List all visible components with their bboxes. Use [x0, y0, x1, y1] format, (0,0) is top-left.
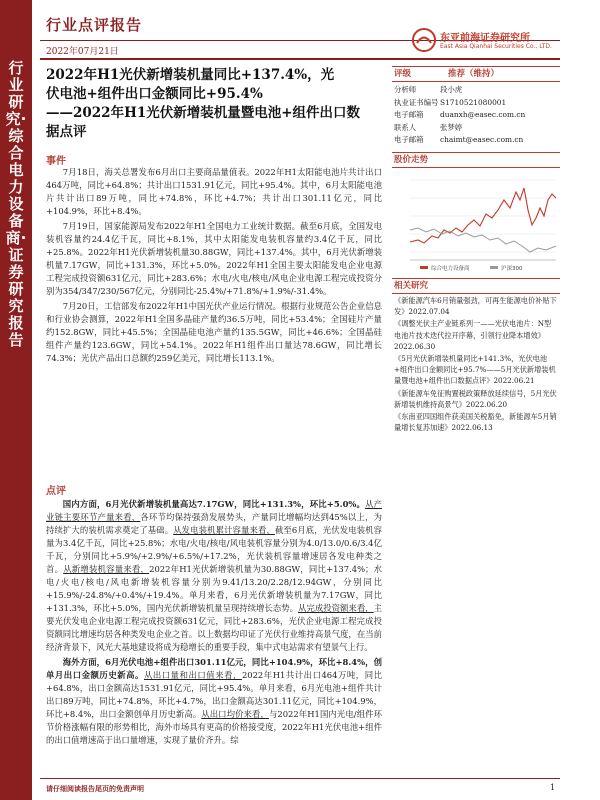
- analyst-row: [394, 122, 560, 135]
- para-4-text4: 主要光伏发电企业电源工程完成投资额631亿元，同比+283.6%，光伏企业电源工程完成投资额同比增速均居各种类发电企业之首。以上数据均印证了光伏行业维持高景气度，在当前经济背景下，风光大基地建设将成为稳增长的重要手段，集中式电站需求有望景气上行。: [46, 603, 383, 652]
- perf-title: 股价走势: [394, 155, 429, 165]
- section-comment: 点评: [46, 486, 66, 497]
- analyst-row: [394, 134, 560, 147]
- series-hs300: [410, 228, 556, 252]
- related-item[interactable]: 《东南亚四国组件获美国关税豁免，新能源车5月销量增长复苏加速》2022.06.13: [394, 412, 557, 433]
- para-4-text3: 2022年H1光伏新增装机量为30.88GW，同比+137.4%；水电/火电/核电/风电新增装机容量分别为9.41/13.20/2.28/12.94GW，分别同比+15.9%/-24.8%/+0.4%/+19.4%。单月来看，6月光伏新增装机量为7.17GW，同比+131.3%，环比+5.0%，国内光伏新增装机量呈现持续增长态势。: [46, 564, 383, 613]
- analyst-value: 段小虎: [440, 85, 463, 94]
- para-1: 7月18日，海关总署发布6月出口主要商品量值表。2022年H1太阳能电池片共计出口464万吨，同比+64.8%；共计出口1531.91亿元，同比+95.4%。其中，6月太阳能电池片共计出口89万吨，同比+74.8%，环比+4.7%；共计出口301.11亿元，同比+104.9%，环比+8.4%。: [46, 167, 382, 216]
- analyst-key: 联系人: [394, 122, 417, 132]
- header-divider-thick: [40, 58, 560, 60]
- logo-en: East Asia Qianhai Securities Co., LTD.: [440, 43, 552, 50]
- para-4-text1: 各环节均保持强劲发展势头，产量同比增幅均达到45%以上，为持续扩大的装机需求奠定了基础。: [46, 512, 382, 535]
- analyst-value: chaimt@easec.com.cn: [440, 135, 524, 144]
- related-title: 相关研究: [394, 281, 429, 291]
- analyst-key: 分析师: [394, 85, 417, 94]
- para-5: [46, 656, 382, 747]
- title-line4: 据点评: [46, 124, 87, 140]
- rating-label: 评级: [394, 69, 412, 79]
- analyst-value: duanxh@easec.com.cn: [440, 110, 526, 119]
- page-number: 1: [550, 783, 556, 792]
- para-4-sub4: 从完成投资额来看，: [298, 603, 374, 613]
- para-4-sub2: 从发电装机累计容量来看，: [173, 525, 275, 535]
- sidebar-band: [0, 0, 32, 800]
- analyst-key: 电子邮箱: [394, 135, 424, 144]
- sidebar-text: 行业研究·综合电力设备商·证券研究报告: [5, 59, 27, 349]
- para-5-text1: 2022年H1共计出口464万吨，同比+64.8%，出口金额高达1531.91亿元，同比+95.4%。单月来看，6月光电池+组件共计出口89万吨，同比+74.8%，环比+4.7%，出口金额高达301.11亿元，同比+104.9%，环比+8.4%，出口金额创单月历史新高。: [46, 670, 382, 719]
- para-5-sub2: 从出口均价来看，: [201, 709, 269, 719]
- related-item[interactable]: 《调整光伏主产业链系列一——光伏电池片：N型电池片技术迭代拉开序幕，引领行业降本增效》2022.06.30: [394, 319, 552, 351]
- analyst-block: [394, 84, 560, 147]
- para-4: [46, 498, 382, 654]
- footer-divider: [40, 778, 560, 779]
- para-4-lead: 国内方面，6月光伏新增装机量高达7.17GW，同比+131.3%，环比+5.0%。: [62, 499, 366, 509]
- para-2: 7月19日，国家能源局发布2022年H1全国电力工业统计数据。截至6月底，全国发电装机容量约24.4亿千瓦，同比+8.1%，其中太阳能发电装机容量约3.4亿千瓦，同比+25.8%。2022年H1光伏新增装机量30.88GW，同比+137.4%。其中，6月光伏新增装机量7.17GW，同比+131.3%，环比+5.0%。2022年H1全国主要太阳能发电企业电源工程完成投资额631亿元，同比+283.6%；水电/火电/核电/风电企业电源工程完成投资分别为354/347/230/567亿元，分别同比-25.4%/+71.8%/+1.9%/-31.4%。: [46, 221, 382, 296]
- related-item[interactable]: 《新能源汽车6月销量强劲，可再生能源电价补贴下发》2022.07.04: [394, 296, 557, 317]
- analyst-value: S1710521080001: [440, 97, 507, 107]
- logo-icon: [410, 26, 438, 54]
- stock-chart: [394, 170, 560, 275]
- para-4-sub3: 从新增装机容量来看，: [63, 564, 150, 574]
- analyst-row: [394, 109, 560, 122]
- para-5-lead: 海外方面，6月光伏电池+组件出口301.11亿元，同比+104.9%，环比+8.4%，创单月出口金额历史新高。: [46, 657, 382, 680]
- analyst-row: [394, 84, 560, 97]
- report-date: 2022年07月21日: [46, 47, 119, 57]
- comment-body: [46, 498, 382, 747]
- legend-industry-swatch: [420, 266, 428, 269]
- footer-disclaimer: 请仔细阅读报告尾页的免责声明: [46, 784, 144, 793]
- para-3: 7月20日，工信部发布2022年H1中国光伏产业运行情况。根据行业规范公告企业信息和行业协会测算，2022年H1全国多晶硅产量约36.5万吨，同比+53.4%；全国硅片产量约152.8GW，同比+45.5%；全国晶硅电池产量约135.5GW，同比+46.6%；全国晶硅组件产量约123.6GW，同比+54.1%。2022年H1组件出口量达78.6GW，同比增长74.3%；光伏产品出口总额约259亿美元，同比增长113.1%。: [46, 301, 382, 363]
- analyst-key: 电子邮箱: [394, 110, 424, 119]
- para-4-sub1: 从产业链主要环节产量来看，: [46, 499, 383, 522]
- related-list: [394, 295, 558, 434]
- para-5-sub1: 从出口量和出口值来看，: [143, 670, 242, 680]
- analyst-key: 执业证书编号: [394, 97, 439, 107]
- related-item[interactable]: 《新能源车免征购置税政策释放延续信号，5月光伏新增装机维持高景气》2022.06.20: [394, 388, 557, 409]
- title-line3: ——2022年H1光伏新增装机量暨电池+组件出口数: [46, 105, 361, 121]
- report-type: 行业点评报告: [46, 16, 143, 34]
- chart-gridlines: [410, 180, 556, 252]
- series-industry: [410, 188, 556, 243]
- title-line1: 2022年H1光伏新增装机量同比+137.4%，光: [46, 67, 335, 83]
- analyst-value: 张梦婷: [440, 122, 463, 132]
- title-line2: 伏电池+组件出口金额同比+95.4%: [46, 86, 263, 102]
- related-item[interactable]: 《5月光伏新增装机量同比+141.3%，光伏电池+组件出口金额同比+95.7%——5月光伏新增装机量暨电池+组件出口数据点评》2022.06.21: [394, 354, 556, 386]
- analyst-row: [394, 97, 560, 110]
- rating-value: 推荐（维持）: [448, 69, 500, 79]
- page-title: [46, 66, 381, 142]
- para-5-text2: 与2022年H1国内光电/组件环节价格涨幅有限的形势相比，海外市场具有更高的价格接受度，2022年H1光伏电池+组件的出口值增速高于出口量增速，实现了量价齐升。综: [46, 709, 382, 745]
- section-event: 事件: [46, 156, 66, 167]
- legend-hs300-swatch: [490, 266, 498, 269]
- event-body: [46, 166, 382, 365]
- legend-industry: 综合电力设备商: [431, 266, 470, 272]
- logo-cn: 东亚前海证券研究所: [440, 33, 530, 44]
- para-4-text2: 截至6月底，光伏发电装机容量为3.4亿千瓦，同比+25.8%；水电/火电/核电/风电装机容量分别为4.0/13.0/0.6/3.4亿千瓦，分别同比+5.9%/+2.9%/+6.5%/+17.2%，光伏装机容量增速居各发电种类之首。: [46, 525, 383, 574]
- legend-hs300: 沪深300: [501, 266, 523, 272]
